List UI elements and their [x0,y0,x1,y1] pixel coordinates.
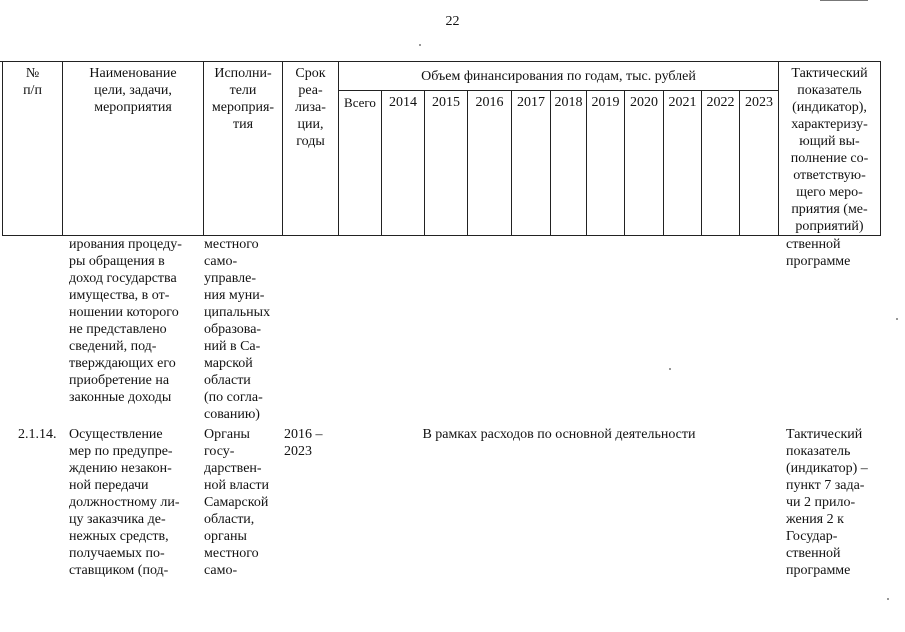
header-year: 2019 [587,91,625,236]
scan-speck [669,368,671,370]
header-year: 2022 [702,91,740,236]
header-total: Всего [339,91,382,236]
header-name: Наименование цели, задачи, мероприятия [63,62,204,236]
header-row [3,62,881,91]
page-number: 22 [445,14,460,29]
header-period: Срок реа- лиза- ции, годы [283,62,339,236]
row-financing-text: В рамках расходов по основной деятельности [422,427,696,442]
continuation-name-text: ирования процеду- ры обращения в доход государства имущества, в от- ношении которого не представлено сведений, под- тверждающих его приобретение на законные доходы [69,237,182,405]
row-name-text: Осуществление мер по предупре- ждению незакон- ной передачи должностному ли- цу заказчика де- нежных средств, получаемых по- ставщиком (под- [69,427,180,578]
scan-edge-line [0,61,2,62]
header-year: 2016 [468,91,512,236]
header-number: № п/п [3,62,63,236]
header-year: 2018 [551,91,587,236]
scan-speck [887,598,889,600]
header-executors: Исполни- тели мероприя- тия [204,62,283,236]
header-year: 2023 [740,91,779,236]
header-year: 2014 [382,91,425,236]
header-year: 2015 [425,91,468,236]
row-executors-text: Органы госу- дарствен- ной власти Самарской области, органы местного само- [204,427,269,578]
row-period-text: 2016 – 2023 [284,427,323,459]
header-year: 2020 [625,91,664,236]
continuation-indicator-text: ственной программе [786,237,851,269]
scan-edge-mark [820,0,868,1]
financing-table [2,61,881,236]
header-year: 2021 [664,91,702,236]
scan-speck [896,318,898,320]
header-year: 2017 [512,91,551,236]
header-indicator: Тактический показатель (индикатор), характеризу- ющий вы- полнение со- ответствую- щего меро- приятия (ме- роприятий) [779,62,881,236]
scan-speck [419,44,421,46]
row-indicator-text: Тактический показатель (индикатор) – пункт 7 зада- чи 2 прило- жения 2 к Государ- ственной программе [786,427,868,578]
continuation-executors-text: местного само- управле- ния муни- ципальных образова- ний в Са- марской области (по согла- сованию) [204,237,271,422]
row-number: 2.1.14. [18,427,57,442]
header-financing: Объем финансирования по годам, тыс. рублей [339,62,779,91]
